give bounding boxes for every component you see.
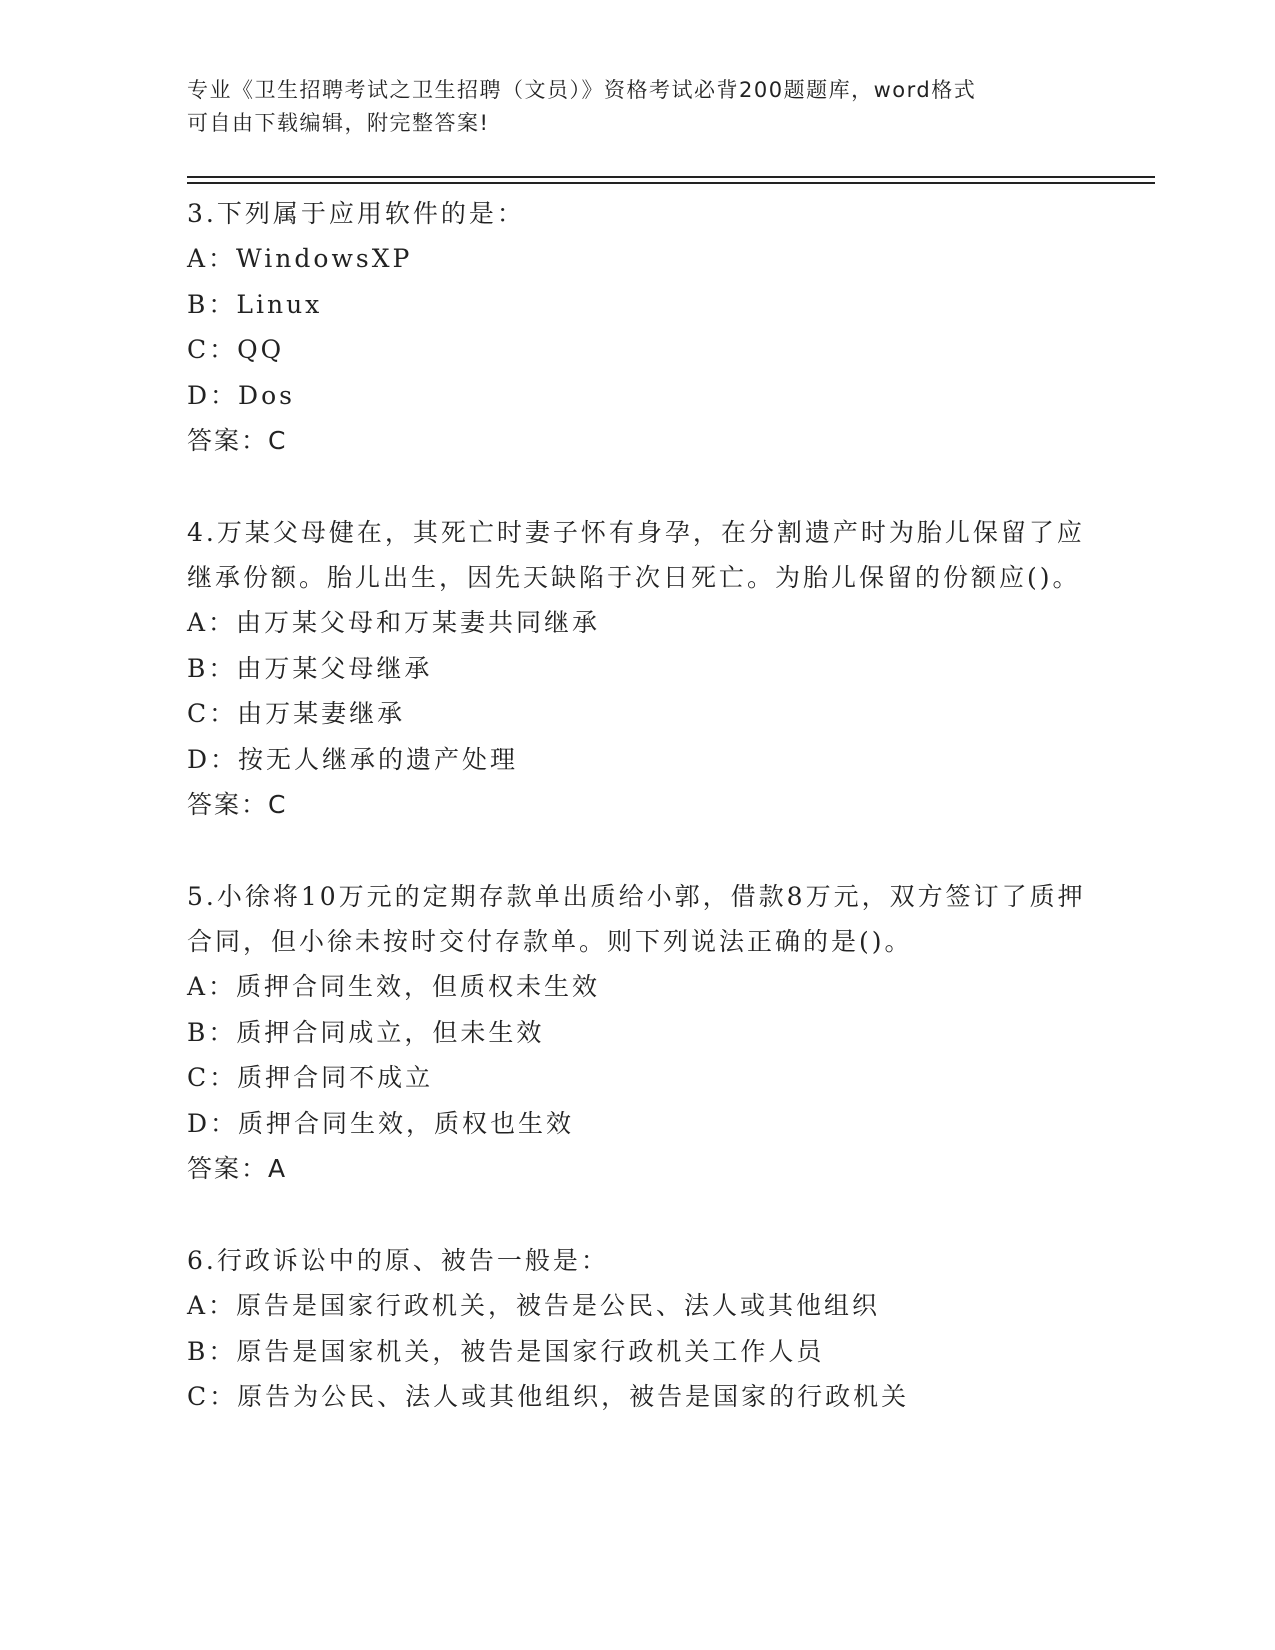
option-d: D：按无人继承的遗产处理 [187, 744, 519, 774]
answer-label: 答案：C [187, 790, 288, 819]
question-3 [187, 191, 1087, 464]
option-b: B：原告是国家机关，被告是国家行政机关工作人员 [187, 1336, 825, 1366]
question-stem: 3.下列属于应用软件的是： [187, 199, 525, 228]
header-divider-top [187, 176, 1155, 178]
header-line-2: 可自由下载编辑，附完整答案! [187, 111, 490, 135]
answer-label: 答案：A [187, 1154, 288, 1183]
option-b: B：由万某父母继承 [187, 653, 433, 683]
option-b: B：Linux [187, 289, 323, 319]
option-c: C：原告为公民、法人或其他组织，被告是国家的行政机关 [187, 1382, 910, 1411]
question-6 [187, 1238, 1087, 1420]
option-c: C：由万某妻继承 [187, 699, 406, 728]
answer-label: 答案：C [187, 426, 288, 455]
question-stem: 6.行政诉讼中的原、被告一般是： [187, 1246, 609, 1275]
option-a: A：原告是国家行政机关，被告是公民、法人或其他组织 [187, 1291, 881, 1320]
option-d: D：质押合同生效，质权也生效 [187, 1108, 575, 1138]
question-stem: 4.万某父母健在，其死亡时妻子怀有身孕，在分割遗产时为胎儿保留了应继承份额。胎儿出生，因先天缺陷于次日死亡。为胎儿保留的份额应()。 [187, 518, 1085, 592]
document-header [187, 74, 1067, 140]
header-divider-bottom [187, 182, 1155, 184]
question-5 [187, 874, 1087, 1192]
option-c: C：QQ [187, 335, 285, 364]
option-a: A：由万某父母和万某妻共同继承 [187, 608, 601, 637]
option-a: A：WindowsXP [187, 244, 413, 273]
option-a: A：质押合同生效，但质权未生效 [187, 972, 601, 1001]
option-d: D：Dos [187, 380, 295, 410]
option-b: B：质押合同成立，但未生效 [187, 1017, 545, 1047]
option-c: C：质押合同不成立 [187, 1063, 434, 1092]
question-list [187, 191, 1087, 1466]
header-line-1: 专业《卫生招聘考试之卫生招聘（文员）》资格考试必背200题题库，word格式 [187, 78, 977, 102]
question-4 [187, 510, 1087, 828]
question-stem: 5.小徐将10万元的定期存款单出质给小郭，借款8万元，双方签订了质押合同，但小徐未按时交付存款单。则下列说法正确的是()。 [187, 882, 1086, 956]
